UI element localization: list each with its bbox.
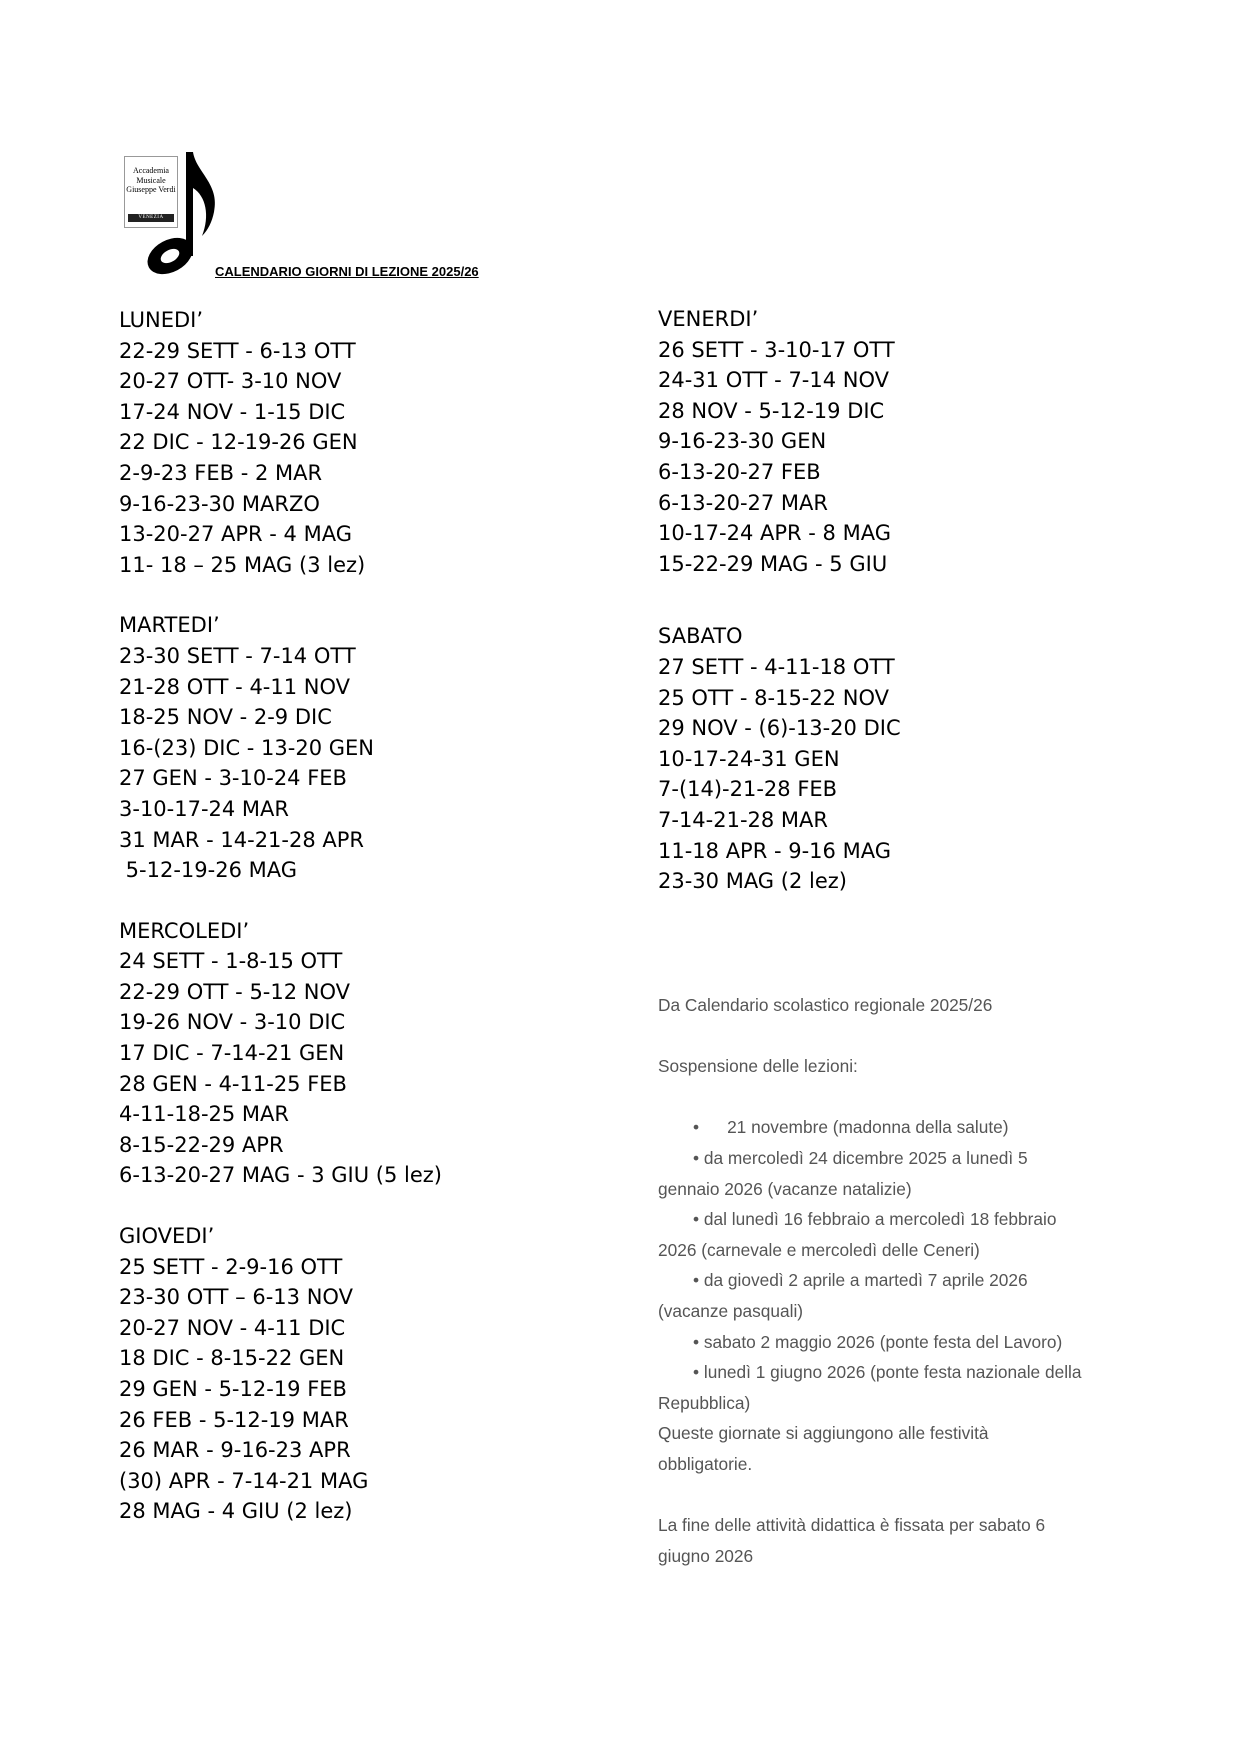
date-line: 26 SETT - 3-10-17 OTT <box>658 337 895 362</box>
left-schedule-column <box>119 305 639 1557</box>
suspension-list <box>658 1112 1128 1418</box>
date-line: 28 MAG - 4 GIU (2 lez) <box>119 1499 353 1524</box>
date-line: 26 MAR - 9-16-23 APR <box>119 1438 351 1463</box>
date-line: 6-13-20-27 FEB <box>658 459 821 484</box>
day-block-lunedi <box>119 305 639 580</box>
date-line: 6-13-20-27 MAG - 3 GIU (5 lez) <box>119 1163 442 1188</box>
list-item-text: dal lunedì 16 febbraio a mercoledì 18 febbraio <box>703 1209 1057 1230</box>
day-block-giovedi <box>119 1221 639 1527</box>
date-line: 7-14-21-28 MAR <box>658 807 829 832</box>
list-item-text: Repubblica) <box>658 1392 751 1413</box>
date-line: 2-9-23 FEB - 2 MAR <box>119 460 323 485</box>
list-item <box>658 1327 1128 1358</box>
logo-line: Musicale <box>136 175 166 185</box>
logo-line: Giuseppe Verdi <box>126 185 176 194</box>
date-line: 24 SETT - 1-8-15 OTT <box>119 949 343 974</box>
day-name: SABATO <box>658 624 743 649</box>
bullet-symbol: • <box>693 1270 700 1291</box>
date-line: 10-17-24 APR - 8 MAG <box>658 521 891 546</box>
date-line: 27 SETT - 4-11-18 OTT <box>658 654 895 679</box>
notes-addendum-line: obbligatorie. <box>658 1453 753 1474</box>
date-line: (30) APR - 7-14-21 MAG <box>119 1468 369 1493</box>
list-item-text: (vacanze pasquali) <box>658 1300 804 1321</box>
date-line: 20-27 NOV - 4-11 DIC <box>119 1315 346 1340</box>
date-line: 20-27 OTT- 3-10 NOV <box>119 369 342 394</box>
document-title: CALENDARIO GIORNI DI LEZIONE 2025/26 <box>215 264 479 279</box>
list-item <box>658 1112 1128 1143</box>
list-item-text: sabato 2 maggio 2026 (ponte festa del Lavoro) <box>703 1331 1063 1352</box>
date-line: 31 MAR - 14-21-28 APR <box>119 827 365 852</box>
date-line: 29 NOV - (6)-13-20 DIC <box>658 716 901 741</box>
date-line: 23-30 MAG (2 lez) <box>658 869 847 894</box>
date-line: 22-29 SETT - 6-13 OTT <box>119 338 356 363</box>
date-line: 22-29 OTT - 5-12 NOV <box>119 979 351 1004</box>
bullet-symbol: • <box>693 1209 700 1230</box>
date-line: 13-20-27 APR - 4 MAG <box>119 522 352 547</box>
day-block-venerdi <box>658 304 1178 579</box>
day-name: MARTEDI’ <box>119 613 220 638</box>
day-block-sabato <box>658 621 1178 896</box>
day-block-mercoledi <box>119 916 639 1191</box>
list-item-text: gennaio 2026 (vacanze natalizie) <box>658 1178 912 1199</box>
date-line: 25 SETT - 2-9-16 OTT <box>119 1254 343 1279</box>
date-line: 6-13-20-27 MAR <box>658 490 829 515</box>
suspension-notes <box>658 990 1128 1571</box>
date-line: 11-18 APR - 9-16 MAG <box>658 838 891 863</box>
date-line: 16-(23) DIC - 13-20 GEN <box>119 735 374 760</box>
bullet-symbol: • <box>693 1147 700 1168</box>
music-note-icon <box>124 150 220 278</box>
date-line: 29 GEN - 5-12-19 FEB <box>119 1377 347 1401</box>
date-line: 7-(14)-21-28 FEB <box>658 777 838 802</box>
day-name: VENERDI’ <box>658 307 759 331</box>
logo-city: VENEZIA <box>128 214 174 222</box>
date-line: 17 DIC - 7-14-21 GEN <box>119 1041 345 1066</box>
bullet-symbol: • <box>693 1331 700 1352</box>
notes-source: Da Calendario scolastico regionale 2025/26 <box>658 995 993 1015</box>
day-name: GIOVEDI’ <box>119 1224 215 1249</box>
right-schedule-column <box>658 304 1178 927</box>
list-item <box>658 1204 1128 1265</box>
notes-addendum <box>658 1418 1128 1479</box>
date-line: 26 FEB - 5-12-19 MAR <box>119 1407 349 1432</box>
date-line: 25 OTT - 8-15-22 NOV <box>658 685 890 710</box>
date-line: 4-11-18-25 MAR <box>119 1102 290 1127</box>
list-item <box>658 1357 1128 1418</box>
day-block-martedi <box>119 610 639 885</box>
date-line: 23-30 OTT – 6-13 NOV <box>119 1285 353 1310</box>
date-line: 28 NOV - 5-12-19 DIC <box>658 398 885 423</box>
notes-addendum-line: Queste giornate si aggiungono alle festività <box>658 1423 989 1444</box>
date-line: 24-31 OTT - 7-14 NOV <box>658 368 890 393</box>
date-line: 8-15-22-29 APR <box>119 1132 284 1157</box>
bullet-symbol: • <box>693 1117 700 1138</box>
date-line: 23-30 SETT - 7-14 OTT <box>119 643 356 668</box>
date-line: 10-17-24-31 GEN <box>658 746 840 771</box>
list-item-text: 2026 (carnevale e mercoledì delle Ceneri) <box>658 1239 980 1260</box>
date-line: 15-22-29 MAG - 5 GIU <box>658 551 888 576</box>
list-item <box>658 1265 1128 1326</box>
date-line: 18-25 NOV - 2-9 DIC <box>119 705 332 730</box>
list-item-text: da mercoledì 24 dicembre 2025 a lunedì 5 <box>703 1147 1028 1168</box>
date-line: 21-28 OTT - 4-11 NOV <box>119 674 351 699</box>
date-line: 9-16-23-30 MARZO <box>119 491 320 516</box>
list-item-text: 21 novembre (madonna della salute) <box>727 1117 1009 1138</box>
date-line: 5-12-19-26 MAG <box>119 858 297 883</box>
list-item-text: da giovedì 2 aprile a martedì 7 aprile 2026 <box>703 1270 1028 1291</box>
notes-closing-line: La fine delle attività didattica è fissata per sabato 6 <box>658 1515 1046 1536</box>
date-line: 27 GEN - 3-10-24 FEB <box>119 766 347 791</box>
notes-closing-line: giugno 2026 <box>658 1545 754 1566</box>
date-line: 3-10-17-24 MAR <box>119 796 290 821</box>
day-name: LUNEDI’ <box>119 308 204 332</box>
academy-logo <box>124 150 220 278</box>
notes-closing <box>658 1510 1128 1571</box>
list-item-text: lunedì 1 giugno 2026 (ponte festa nazionale della <box>703 1362 1082 1383</box>
date-line: 19-26 NOV - 3-10 DIC <box>119 1010 346 1035</box>
date-line: 22 DIC - 12-19-26 GEN <box>119 430 358 455</box>
date-line: 18 DIC - 8-15-22 GEN <box>119 1346 345 1371</box>
date-line: 9-16-23-30 GEN <box>658 429 827 454</box>
date-line: 17-24 NOV - 1-15 DIC <box>119 399 346 424</box>
date-line: 28 GEN - 4-11-25 FEB <box>119 1071 347 1096</box>
notes-heading: Sospensione delle lezioni: <box>658 1056 858 1077</box>
bullet-symbol: • <box>693 1362 700 1383</box>
list-item <box>658 1143 1128 1204</box>
logo-line: Accademia <box>133 166 169 175</box>
date-line: 11- 18 – 25 MAG (3 lez) <box>119 552 366 577</box>
day-name: MERCOLEDI’ <box>119 918 250 943</box>
